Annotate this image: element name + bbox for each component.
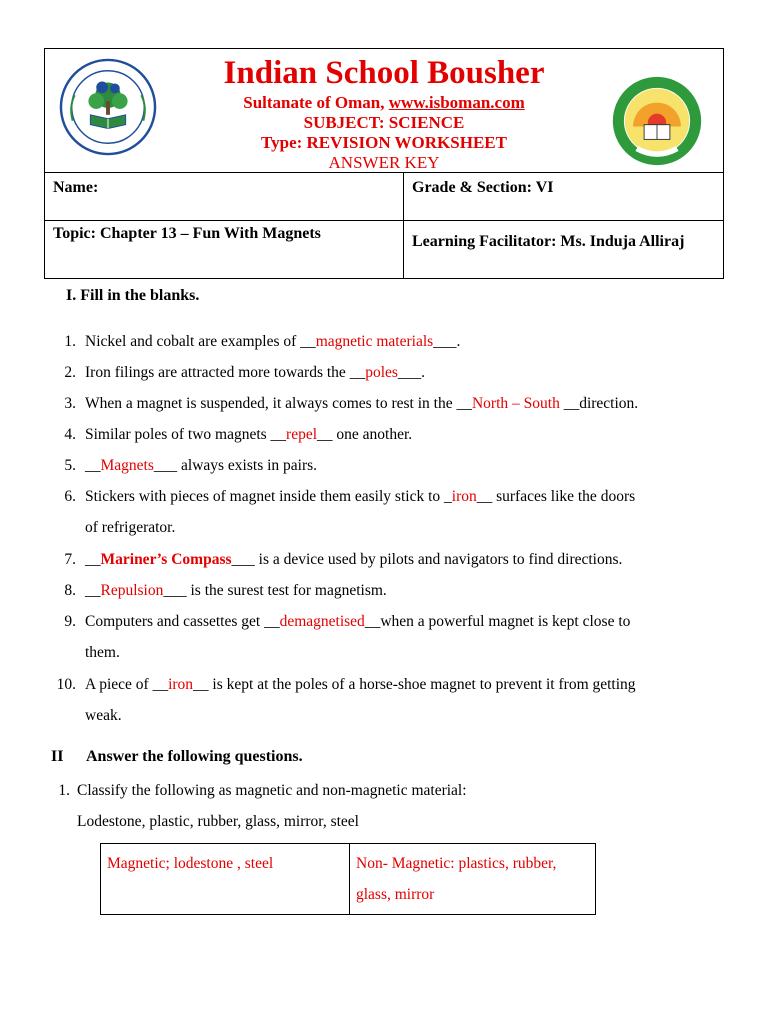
item-text [85, 606, 630, 637]
item-continuation: of refrigerator. [85, 519, 176, 536]
item-continuation: weak. [85, 707, 122, 724]
item-text [85, 544, 622, 575]
item-text [85, 419, 412, 450]
item-text-after: ___ is a device used by pilots and navigators to find directions. [231, 551, 623, 568]
location-line [45, 93, 723, 113]
item-text-after: __direction. [559, 395, 639, 412]
item-text-before: Nickel and cobalt are examples of __ [85, 333, 316, 350]
item-text-after: ___ always exists in pairs. [153, 457, 318, 474]
header-box [44, 48, 724, 173]
item-text-after: __ one another. [317, 426, 413, 443]
item-number: 4. [64, 426, 76, 443]
topic-cell: Topic: Chapter 13 – Fun With Magnets [45, 221, 404, 279]
item-number: 10. [56, 676, 76, 693]
item-text-before: __ [85, 582, 101, 599]
answer-text: demagnetised [279, 613, 365, 630]
question-1-list: Lodestone, plastic, rubber, glass, mirror, steel [77, 813, 359, 830]
magnetic-cell: Magnetic; lodestone , steel [101, 844, 350, 915]
question-text: Classify the following as magnetic and non-magnetic material: [77, 782, 467, 799]
answer-text: Magnets [100, 457, 154, 474]
item-text [85, 450, 317, 481]
item-text-after: __ is kept at the poles of a horse-shoe magnet to prevent it from getting [193, 676, 636, 693]
item-text [85, 575, 387, 606]
item-text [85, 357, 425, 388]
item-text-before: Computers and cassettes get __ [85, 613, 280, 630]
item-text-before: Stickers with pieces of magnet inside them easily stick to _ [85, 488, 452, 505]
item-number: 5. [64, 457, 76, 474]
subject-line: SUBJECT: SCIENCE [303, 113, 465, 132]
type-line: Type: REVISION WORKSHEET [261, 133, 507, 152]
item-text [85, 388, 638, 419]
item-text-before: Similar poles of two magnets __ [85, 426, 287, 443]
facilitator-cell: Learning Facilitator: Ms. Induja Alliraj [404, 221, 724, 279]
non-magnetic-cell: Non- Magnetic: plastics, rubber, glass, mirror [350, 844, 596, 915]
answer-text: Mariner’s Compass [100, 551, 232, 568]
answer-text: North – South [471, 395, 560, 412]
answer-key-line: ANSWER KEY [328, 153, 440, 172]
location-text: Sultanate of Oman, [243, 93, 389, 112]
item-text-before: A piece of __ [85, 676, 169, 693]
classification-table [100, 843, 596, 915]
item-number: 6. [64, 488, 76, 505]
name-cell: Name: [45, 173, 404, 221]
section2-title: Answer the following questions. [86, 748, 303, 765]
item-text-after: __ surfaces like the doors [476, 488, 636, 505]
item-number: 3. [64, 395, 76, 412]
answer-text: iron [451, 488, 477, 505]
item-number: 2. [64, 364, 76, 381]
item-text [85, 669, 636, 700]
section2-number: II [51, 748, 64, 765]
item-text [85, 481, 635, 512]
item-number: 7. [64, 551, 76, 568]
item-text-after: ___. [397, 364, 426, 381]
question-number: 1. [58, 782, 70, 799]
item-text-after: ___. [433, 333, 461, 350]
item-text [85, 326, 460, 357]
answer-text: magnetic materials [315, 333, 434, 350]
item-number: 1. [64, 333, 76, 350]
section1-title: I. Fill in the blanks. [66, 287, 200, 304]
item-number: 8. [64, 582, 76, 599]
item-text-before: __ [85, 457, 101, 474]
item-text-before: __ [85, 551, 101, 568]
item-continuation: them. [85, 644, 120, 661]
item-number: 9. [64, 613, 76, 630]
item-text-before: Iron filings are attracted more towards the __ [85, 364, 366, 381]
school-name: Indian School Bousher [223, 55, 545, 91]
item-text-after: __when a powerful magnet is kept close to [364, 613, 631, 630]
answer-text: iron [168, 676, 194, 693]
answer-text: poles [365, 364, 398, 381]
grade-cell: Grade & Section: VI [404, 173, 724, 221]
item-text-after: ___ is the surest test for magnetism. [163, 582, 387, 599]
info-table [44, 172, 724, 279]
answer-text: Repulsion [100, 582, 164, 599]
item-text-before: When a magnet is suspended, it always comes to rest in the __ [85, 395, 472, 412]
answer-text: repel [286, 426, 318, 443]
website-link[interactable]: www.isboman.com [388, 93, 525, 112]
